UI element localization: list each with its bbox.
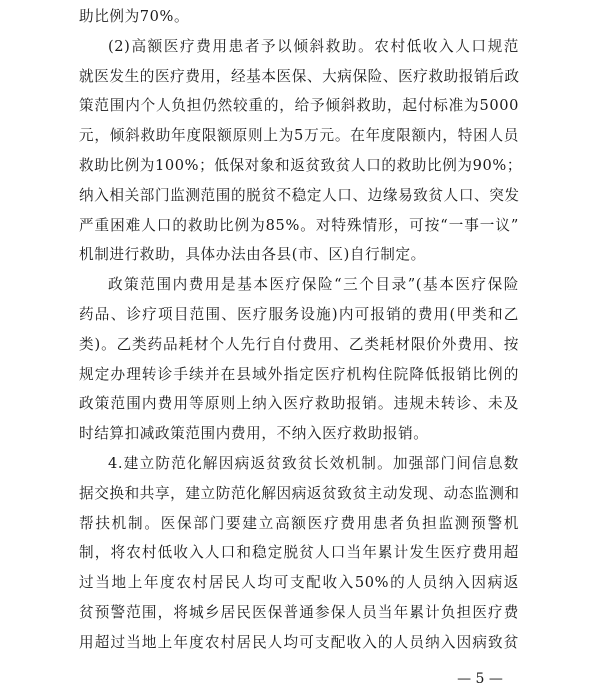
text-line: 助比例为70%。 (79, 8, 190, 25)
text-line: 策范围内个人负担仍然较重的，给予倾斜救助，起付标准为5000 (79, 97, 519, 115)
text-line: 类)。乙类药品耗材个人先行自付费用、乙类耗材限价外费用、按 (79, 335, 519, 353)
text-line: 规定办理转诊手续并在县域外指定医疗机构住院降低报销比例的 (79, 365, 519, 383)
text-line: 机制进行救助，具体办法由各县(市、区)自行制定。 (79, 246, 426, 264)
text-line: 纳入相关部门监测范围的脱贫不稳定人口、边缘易致贫人口、突发 (79, 186, 520, 204)
text-line: 过当地上年度农村居民人均可支配收入50%的人员纳入因病返 (79, 574, 519, 592)
text-line: 药品、诊疗项目范围、医疗服务设施)内可报销的费用(甲类和乙 (79, 306, 519, 323)
text-line: 据交换和共享，建立防范化解因病返贫致贫主动发现、动态监测和 (79, 484, 520, 502)
text-line: 用超过当地上年度农村居民人均可支配收入的人员纳入因病致贫 (79, 633, 519, 651)
text-line: 政策范围内费用是基本医疗保险“三个目录”(基本医疗保险 (108, 276, 519, 294)
text-line: 元，倾斜救助年度限额原则上为5万元。在年度限额内，特困人员 (79, 127, 519, 145)
text-line: 4.建立防范化解因病返贫致贫长效机制。加强部门间信息数 (108, 455, 519, 472)
text-line: 贫预警范围，将城乡居民医保普通参保人员当年累计负担医疗费 (79, 604, 519, 621)
text-line: 政策范围内费用等原则上纳入医疗救助报销。违规未转诊、未及 (79, 395, 519, 413)
text-line: (2)高额医疗费用患者予以倾斜救助。农村低收入人口规范 (108, 37, 519, 55)
text-line: 严重困难人口的救助比例为85%。对特殊情形，可按“一事一议” (79, 216, 519, 234)
text-line: 就医发生的医疗费用，经基本医保、大病保险、医疗救助报销后政 (79, 67, 520, 85)
page-number: — 5 — (457, 671, 503, 687)
text-line: 救助比例为100%；低保对象和返贫致贫人口的救助比例为90%； (79, 157, 523, 174)
text-line: 帮扶机制。医保部门要建立高额医疗费用患者负担监测预警机 (79, 514, 519, 532)
text-line: 制，将农村低收入人口和稳定脱贫人口当年累计发生医疗费用超 (79, 544, 519, 562)
text-line: 时结算扣减政策范围内费用，不纳入医疗救助报销。 (79, 425, 429, 443)
